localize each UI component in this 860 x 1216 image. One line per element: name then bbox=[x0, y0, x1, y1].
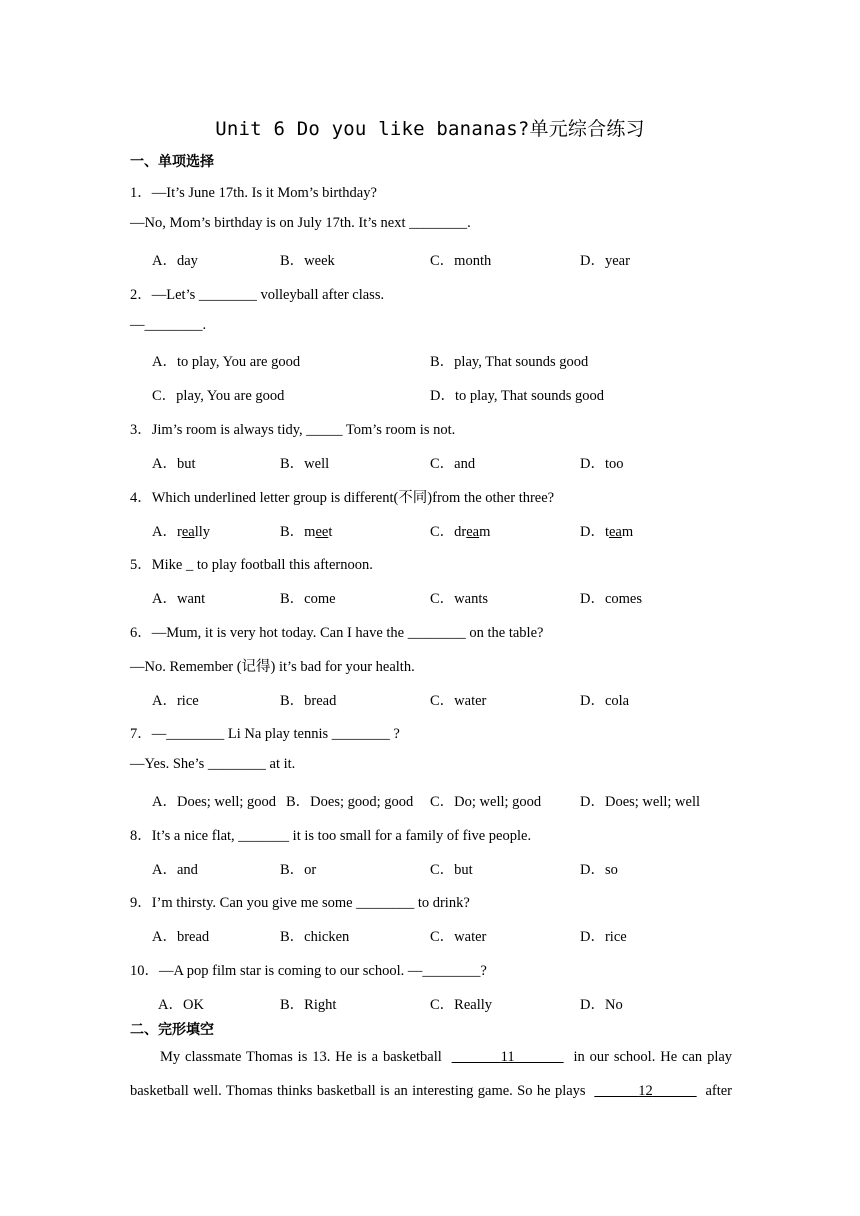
question-6-option-a: A．rice bbox=[152, 693, 199, 709]
question-2-option-a: A．to play, You are good bbox=[152, 354, 301, 370]
cloze-line-1: My classmate Thomas is 13. He is a basketball 11 in our school. He can play bbox=[160, 1049, 733, 1065]
section-heading-cloze: 二、完形填空 bbox=[130, 1022, 214, 1038]
question-10-option-a: A．OK bbox=[158, 997, 204, 1013]
question-5-option-c: C．wants bbox=[430, 591, 488, 607]
question-9-option-c: C．water bbox=[430, 929, 487, 945]
question-2-option-d: D．to play, That sounds good bbox=[430, 388, 604, 404]
underlined-letters: ee bbox=[315, 524, 329, 540]
underlined-letters: ea bbox=[609, 524, 622, 540]
question-1-option-c: C．month bbox=[430, 253, 492, 269]
question-6-option-b: B．bread bbox=[280, 693, 337, 709]
question-10-stem: 10．—A pop film star is coming to our school. —________? bbox=[130, 963, 487, 979]
question-2-line2: —________. bbox=[130, 317, 207, 333]
question-8-option-b: B．or bbox=[280, 862, 317, 878]
section-heading-single-choice: 一、单项选择 bbox=[130, 154, 214, 170]
question-6-option-d: D．cola bbox=[580, 693, 630, 709]
question-4-option-b: B．meet bbox=[280, 524, 333, 540]
question-8-option-c: C．but bbox=[430, 862, 473, 878]
question-8-option-a: A．and bbox=[152, 862, 198, 878]
question-10-option-c: C．Really bbox=[430, 997, 493, 1013]
question-7-line2: —Yes. She’s ________ at it. bbox=[130, 756, 296, 772]
question-7-stem: 7．—________ Li Na play tennis ________ ? bbox=[130, 726, 400, 742]
question-4-option-a: A．really bbox=[152, 524, 210, 540]
question-1-option-b: B．week bbox=[280, 253, 335, 269]
question-5-option-b: B．come bbox=[280, 591, 336, 607]
question-8-option-d: D．so bbox=[580, 862, 618, 878]
cloze-line-2: basketball well. Thomas thinks basketball is an interesting game. So he plays 12 after bbox=[130, 1083, 732, 1099]
question-1-stem: 1．—It’s June 17th. Is it Mom’s birthday? bbox=[130, 185, 377, 201]
question-2-option-c: C．play, You are good bbox=[152, 388, 285, 404]
page-title: Unit 6 Do you like bananas?单元综合练习 bbox=[215, 118, 645, 140]
question-2-stem: 2．—Let’s ________ volleyball after class. bbox=[130, 287, 385, 303]
question-9-option-a: A．bread bbox=[152, 929, 210, 945]
cloze-blank-12: 12 bbox=[638, 1083, 653, 1099]
question-10-option-b: B．Right bbox=[280, 997, 337, 1013]
question-8-stem: 8．It’s a nice flat, _______ it is too small for a family of five people. bbox=[130, 828, 532, 844]
question-3-option-c: C．and bbox=[430, 456, 476, 472]
question-4-option-c: C．dream bbox=[430, 524, 491, 540]
question-9-option-b: B．chicken bbox=[280, 929, 350, 945]
question-6-line2: —No. Remember (记得) it’s bad for your health. bbox=[130, 659, 415, 675]
question-3-stem: 3．Jim’s room is always tidy, _____ Tom’s room is not. bbox=[130, 422, 456, 438]
question-4-stem: 4．Which underlined letter group is different(不同)from the other three? bbox=[130, 490, 555, 506]
underlined-letters: ea bbox=[466, 524, 480, 540]
question-6-option-c: C．water bbox=[430, 693, 487, 709]
underlined-letters: ea bbox=[181, 524, 195, 540]
question-10-option-d: D．No bbox=[580, 997, 623, 1013]
question-7-option-a: A．Does; well; good bbox=[152, 794, 277, 810]
question-2-option-b: B．play, That sounds good bbox=[430, 354, 589, 370]
question-7-option-b: B．Does; good; good bbox=[286, 794, 414, 810]
question-5-stem: 5．Mike _ to play football this afternoon. bbox=[130, 557, 373, 573]
question-3-option-d: D．too bbox=[580, 456, 624, 472]
question-6-stem: 6．—Mum, it is very hot today. Can I have the ________ on the table? bbox=[130, 625, 544, 641]
question-4-option-d: D．team bbox=[580, 524, 634, 540]
question-5-option-d: D．comes bbox=[580, 591, 643, 607]
question-9-stem: 9．I’m thirsty. Can you give me some ________ to drink? bbox=[130, 895, 470, 911]
question-5-option-a: A．want bbox=[152, 591, 206, 607]
question-1-option-d: D．year bbox=[580, 253, 630, 269]
question-3-option-a: A．but bbox=[152, 456, 196, 472]
question-9-option-d: D．rice bbox=[580, 929, 627, 945]
question-7-option-c: C．Do; well; good bbox=[430, 794, 542, 810]
question-7-option-d: D．Does; well; well bbox=[580, 794, 701, 810]
question-1-line2: —No, Mom’s birthday is on July 17th. It’s next ________. bbox=[130, 215, 471, 231]
question-3-option-b: B．well bbox=[280, 456, 330, 472]
question-1-option-a: A．day bbox=[152, 253, 198, 269]
cloze-blank-11: 11 bbox=[500, 1049, 515, 1065]
